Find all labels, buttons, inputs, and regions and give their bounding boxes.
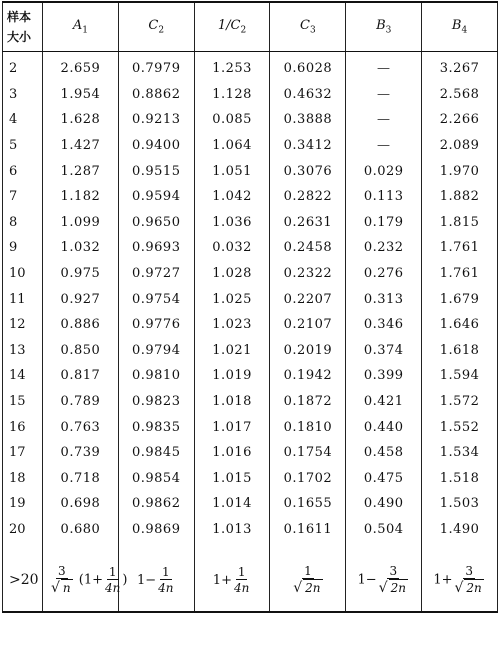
cell-c2: 0.7979 (118, 52, 194, 82)
cell-inv-c2: 1.036 (194, 210, 270, 236)
cell-a1: 1.099 (43, 210, 119, 236)
sample-size-header-line2: 大小 (7, 30, 32, 44)
cell-b3: 0.113 (346, 184, 422, 210)
col-header-a1 (43, 2, 119, 52)
cell-c3: 0.1754 (270, 440, 346, 466)
cell-c2: 0.9515 (118, 158, 194, 184)
cell-c2: 0.9794 (118, 338, 194, 364)
cell-c3: 0.3888 (270, 107, 346, 133)
cell-a1: 1.032 (43, 235, 119, 261)
cell-b3: 0.029 (346, 158, 422, 184)
formula-a1-tail-open: (1+ (78, 572, 104, 588)
cell-inv-c2: 1.051 (194, 158, 270, 184)
formula-a1-tail-close: ) (122, 572, 128, 588)
cell-c2: 0.9854 (118, 466, 194, 492)
cell-c2: 0.9754 (118, 286, 194, 312)
cell-a1: 0.975 (43, 261, 119, 287)
cell-b3: 0.399 (346, 363, 422, 389)
cell-b3: 0.490 (346, 491, 422, 517)
cell-c3: 0.2631 (270, 210, 346, 236)
cell-c3: 0.2019 (270, 338, 346, 364)
col-header-b4-symbol: B (451, 18, 462, 34)
table-row (3, 338, 498, 364)
table-row (3, 466, 498, 492)
formula-c3 (270, 549, 346, 613)
formula-inv-c2-fraction (234, 565, 249, 596)
col-header-b3-symbol: B (376, 18, 386, 34)
cell-b4: 1.534 (422, 440, 498, 466)
cell-c3: 0.3412 (270, 133, 346, 159)
cell-c2: 0.9810 (118, 363, 194, 389)
sqrt-icon: √ (378, 580, 388, 597)
sqrt-icon: √ (454, 580, 464, 597)
cell-b4: 1.679 (422, 286, 498, 312)
col-header-b4 (422, 2, 498, 52)
formula-c2-denominator: 4n (158, 580, 174, 595)
col-header-inv-c2-subscript: 2 (240, 25, 247, 36)
cell-inv-c2: 1.019 (194, 363, 270, 389)
col-header-c3-subscript: 3 (310, 25, 316, 36)
formula-sample-size: >20 (3, 549, 43, 613)
cell-b3: 0.346 (346, 312, 422, 338)
formula-a1 (43, 549, 128, 613)
cell-c2: 0.9835 (118, 414, 194, 440)
sample-size-cell: 13 (3, 338, 43, 364)
sample-size-cell: 10 (3, 261, 43, 287)
sample-size-header-line1: 样本 (7, 10, 32, 24)
formula-b3-radicand: 2n (390, 581, 406, 596)
formula-b4-numerator: 3 (465, 564, 473, 579)
control-chart-constants-table (2, 1, 498, 613)
formula-a1-tail-denominator: 4n (105, 580, 121, 595)
sample-size-cell: 15 (3, 389, 43, 415)
cell-c3: 0.2322 (270, 261, 346, 287)
table-row (3, 184, 498, 210)
cell-b3: 0.458 (346, 440, 422, 466)
constants-table-page (2, 1, 498, 647)
cell-b3: 0.440 (346, 414, 422, 440)
formula-b4 (422, 549, 498, 613)
formula-c2-numerator: 1 (162, 564, 170, 579)
cell-b4: 1.518 (422, 466, 498, 492)
cell-b4: 2.089 (422, 133, 498, 159)
formula-inv-c2-lead: 1+ (212, 572, 232, 588)
formula-b3-numerator: 3 (389, 564, 398, 579)
cell-b3: 0.475 (346, 466, 422, 492)
cell-c2: 0.9693 (118, 235, 194, 261)
sample-size-cell: 3 (3, 82, 43, 108)
cell-c3: 0.3076 (270, 158, 346, 184)
cell-a1: 0.718 (43, 466, 119, 492)
cell-b3: 0.421 (346, 389, 422, 415)
formula-b4-radicand: 2n (466, 581, 482, 596)
cell-inv-c2: 0.085 (194, 107, 270, 133)
cell-b3: — (346, 133, 422, 159)
sample-size-cell: 7 (3, 184, 43, 210)
table-row (3, 52, 498, 82)
cell-b3: 0.179 (346, 210, 422, 236)
cell-b4: 1.490 (422, 517, 498, 549)
sample-size-cell: 4 (3, 107, 43, 133)
table-row (3, 158, 498, 184)
cell-inv-c2: 1.015 (194, 466, 270, 492)
cell-inv-c2: 1.042 (194, 184, 270, 210)
cell-b4: 1.761 (422, 235, 498, 261)
formula-c2 (118, 549, 194, 613)
cell-inv-c2: 1.018 (194, 389, 270, 415)
table-row (3, 133, 498, 159)
cell-b4: 2.266 (422, 107, 498, 133)
col-header-c3 (270, 2, 346, 52)
sample-size-cell: 12 (3, 312, 43, 338)
cell-a1: 0.698 (43, 491, 119, 517)
cell-a1: 0.817 (43, 363, 119, 389)
cell-b4: 3.267 (422, 52, 498, 82)
cell-b4: 1.646 (422, 312, 498, 338)
cell-c3: 0.4632 (270, 82, 346, 108)
cell-b3: 0.232 (346, 235, 422, 261)
cell-c3: 0.6028 (270, 52, 346, 82)
cell-inv-c2: 1.064 (194, 133, 270, 159)
col-header-c2-subscript: 2 (158, 25, 165, 36)
formula-c3-radicand: 2n (305, 581, 321, 596)
cell-c2: 0.9862 (118, 491, 194, 517)
col-header-c2-symbol: C (148, 18, 159, 34)
cell-inv-c2: 1.128 (194, 82, 270, 108)
cell-inv-c2: 1.021 (194, 338, 270, 364)
cell-b3: 0.276 (346, 261, 422, 287)
cell-b3: 0.504 (346, 517, 422, 549)
formula-b4-lead: 1+ (433, 572, 453, 588)
cell-c3: 0.2458 (270, 235, 346, 261)
cell-inv-c2: 1.013 (194, 517, 270, 549)
cell-a1: 1.287 (43, 158, 119, 184)
sample-size-cell: 5 (3, 133, 43, 159)
sample-size-cell: 9 (3, 235, 43, 261)
cell-inv-c2: 1.014 (194, 491, 270, 517)
cell-a1: 0.763 (43, 414, 119, 440)
formula-b3-lead: 1− (357, 572, 377, 588)
formula-a1-fraction (51, 564, 73, 596)
table-row (3, 363, 498, 389)
cell-c2: 0.9869 (118, 517, 194, 549)
sample-size-cell: 8 (3, 210, 43, 236)
formula-b3 (346, 549, 422, 613)
cell-inv-c2: 1.016 (194, 440, 270, 466)
cell-c2: 0.9776 (118, 312, 194, 338)
cell-c2: 0.9400 (118, 133, 194, 159)
cell-inv-c2: 1.253 (194, 52, 270, 82)
cell-c2: 0.9594 (118, 184, 194, 210)
cell-b4: 1.594 (422, 363, 498, 389)
col-header-c2 (118, 2, 194, 52)
col-header-inv-c2 (194, 2, 270, 52)
cell-c3: 0.1655 (270, 491, 346, 517)
cell-c2: 0.9845 (118, 440, 194, 466)
cell-b4: 1.503 (422, 491, 498, 517)
cell-b3: 0.374 (346, 338, 422, 364)
sqrt-icon: √ (51, 580, 60, 597)
sample-size-cell: 6 (3, 158, 43, 184)
formula-c2-fraction (158, 565, 173, 596)
table-row (3, 414, 498, 440)
formula-b3-fraction (379, 564, 408, 596)
table-row (3, 389, 498, 415)
sample-size-cell: 2 (3, 52, 43, 82)
formula-c2-lead: 1− (136, 572, 157, 588)
formula-c3-fraction (293, 564, 322, 596)
table-row (3, 312, 498, 338)
cell-b4: 1.970 (422, 158, 498, 184)
cell-b3: — (346, 52, 422, 82)
cell-c3: 0.1872 (270, 389, 346, 415)
sample-size-header (3, 2, 43, 52)
sample-size-cell: 19 (3, 491, 43, 517)
table-row (3, 235, 498, 261)
cell-inv-c2: 1.025 (194, 286, 270, 312)
table-row (3, 82, 498, 108)
cell-c2: 0.9727 (118, 261, 194, 287)
cell-a1: 0.850 (43, 338, 119, 364)
formula-inv-c2-denominator: 4n (233, 580, 250, 595)
cell-c3: 0.1702 (270, 466, 346, 492)
sample-size-cell: 17 (3, 440, 43, 466)
cell-b4: 2.568 (422, 82, 498, 108)
cell-inv-c2: 0.032 (194, 235, 270, 261)
col-header-b4-subscript: 4 (461, 25, 468, 36)
cell-c3: 0.2107 (270, 312, 346, 338)
cell-b3: — (346, 82, 422, 108)
cell-a1: 0.680 (43, 517, 119, 549)
sample-size-cell: 11 (3, 286, 43, 312)
formula-row (3, 549, 498, 613)
col-header-b3 (346, 2, 422, 52)
sample-size-cell: 18 (3, 466, 43, 492)
formula-a1-tail-fraction (105, 565, 120, 596)
cell-a1: 1.628 (43, 107, 119, 133)
cell-a1: 0.927 (43, 286, 119, 312)
cell-c2: 0.8862 (118, 82, 194, 108)
table-row (3, 107, 498, 133)
cell-inv-c2: 1.023 (194, 312, 270, 338)
table-row (3, 261, 498, 287)
cell-a1: 2.659 (43, 52, 119, 82)
cell-b4: 1.761 (422, 261, 498, 287)
sample-size-cell: 20 (3, 517, 43, 549)
header-row (3, 2, 498, 52)
cell-c3: 0.1942 (270, 363, 346, 389)
cell-a1: 1.954 (43, 82, 119, 108)
formula-b4-fraction (455, 564, 484, 596)
col-header-a1-symbol: A (72, 18, 83, 34)
cell-c2: 0.9213 (118, 107, 194, 133)
cell-inv-c2: 1.017 (194, 414, 270, 440)
table-row (3, 286, 498, 312)
cell-a1: 1.182 (43, 184, 119, 210)
table-row (3, 491, 498, 517)
formula-c3-numerator: 1 (304, 564, 312, 579)
formula-a1-radicand: n (62, 581, 71, 596)
col-header-a1-subscript: 1 (82, 25, 88, 36)
table-body (3, 52, 498, 613)
cell-c3: 0.2822 (270, 184, 346, 210)
cell-inv-c2: 1.028 (194, 261, 270, 287)
cell-b4: 1.572 (422, 389, 498, 415)
cell-a1: 0.739 (43, 440, 119, 466)
cell-b3: — (346, 107, 422, 133)
sqrt-icon: √ (293, 580, 303, 597)
sample-size-cell: 14 (3, 363, 43, 389)
cell-c3: 0.1810 (270, 414, 346, 440)
cell-a1: 0.886 (43, 312, 119, 338)
sample-size-cell: 16 (3, 414, 43, 440)
cell-b4: 1.618 (422, 338, 498, 364)
table-row (3, 517, 498, 549)
cell-c2: 0.9650 (118, 210, 194, 236)
table-row (3, 210, 498, 236)
cell-b4: 1.815 (422, 210, 498, 236)
cell-c3: 0.2207 (270, 286, 346, 312)
formula-a1-numerator: 3 (58, 564, 66, 579)
cell-c2: 0.9823 (118, 389, 194, 415)
cell-a1: 1.427 (43, 133, 119, 159)
col-header-b3-subscript: 3 (385, 25, 392, 36)
cell-b4: 1.552 (422, 414, 498, 440)
cell-b3: 0.313 (346, 286, 422, 312)
col-header-c3-symbol: C (300, 18, 310, 34)
formula-inv-c2 (194, 549, 270, 613)
cell-c3: 0.1611 (270, 517, 346, 549)
cell-b4: 1.882 (422, 184, 498, 210)
table-row (3, 440, 498, 466)
cell-a1: 0.789 (43, 389, 119, 415)
formula-inv-c2-numerator: 1 (237, 564, 246, 579)
formula-a1-tail-numerator: 1 (108, 564, 117, 579)
col-header-inv-c2-symbol: 1/C (217, 18, 241, 34)
